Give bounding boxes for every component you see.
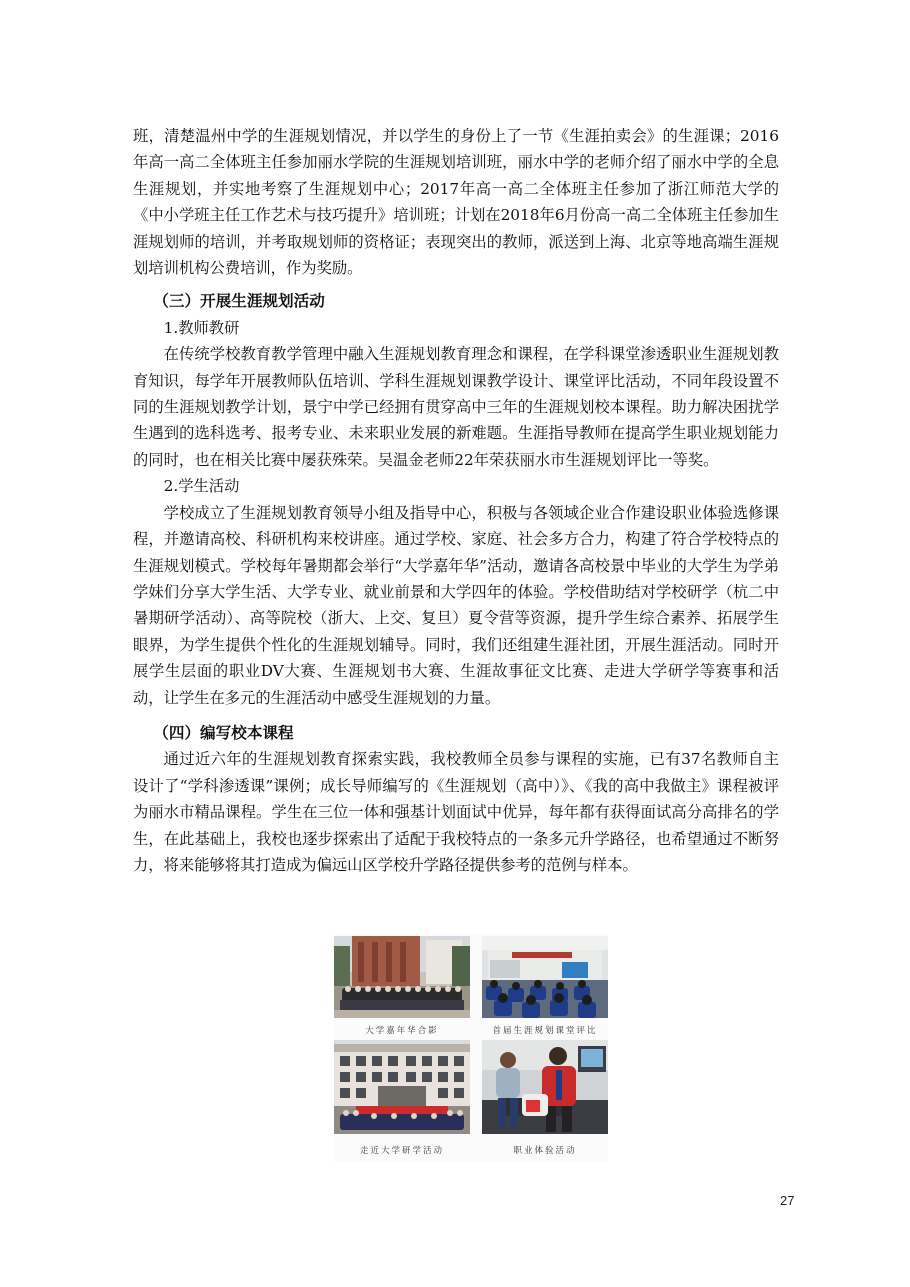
subheading-teacher-research: 1.教师教研 — [163, 318, 240, 337]
photo-collage — [334, 934, 608, 1162]
section-heading-4: （四）编写校本课程 — [153, 723, 294, 742]
paragraph-training-continued: 班，清楚温州中学的生涯规划情况，并以学生的身份上了一节《生涯拍卖会》的生涯课；2016年高一高二全体班主任参加丽水学院的生涯规划培训班，丽水中学的老师介绍了丽水中学的全息生涯规划，并实地考察了生涯规划中心；2017年高一高二全体班主任参加了浙江师范大学的《中小学班主任工作艺术与技巧提升》培训班；计划在2018年6月份高一高二全体班主任参加生涯规划师的培训，并考取规划师的资格证；表现突出的教师，派送到上海、北京等地高端生涯规划培训机构公费培训，作为奖励。 — [133, 127, 779, 278]
paragraph-school-curriculum: 通过近六年的生涯规划教育探索实践，我校教师全员参与课程的实施，已有37名教师自主设计了“学科渗透课”课例；成长导师编写的《生涯规划（高中）》、《我的高中我做主》课程被评为丽水市精品课程。学生在三位一体和强基计划面试中优异，每年都有获得面试高分高排名的学生，在此基础上，我校也逐步探索出了适配于我校特点的一条多元升学路径，也希望通过不断努力，将来能够将其打造成为偏远山区学校升学路径提供参考的范例与样本。 — [133, 750, 779, 874]
subheading-student-activities: 2.学生活动 — [163, 477, 240, 496]
body-text — [133, 123, 779, 878]
photo-career-experience — [482, 1040, 608, 1134]
photo-university-carnival — [334, 936, 470, 1018]
section-heading-3: （三）开展生涯规划活动 — [153, 292, 325, 311]
caption-classroom-competition: 首届生涯规划课堂评比 — [492, 1026, 598, 1036]
paragraph-student-activities: 学校成立了生涯规划教育领导小组及指导中心，积极与各领域企业合作建设职业体验选修课程，并邀请高校、科研机构来校讲座。通过学校、家庭、社会多方合力，构建了符合学校特点的生涯规划模式。学校每年暑期都会举行“大学嘉年华”活动，邀请各高校景中毕业的大学生为学弟学妹们分享大学生活、大学专业、就业前景和大学四年的体验。学校借助结对学校研学（杭二中暑期研学活动）、高等院校（浙大、上交、复旦）夏令营等资源，提升学生综合素养、拓展学生眼界，为学生提供个性化的生涯规划辅导。同时，我们还组建生涯社团，开展生涯活动。同时开展学生层面的职业DV大赛、生涯规划书大赛、生涯故事征文比赛、走进大学研学等赛事和活动，让学生在多元的生涯活动中感受生涯规划的力量。 — [133, 503, 779, 707]
caption-university-study-trip: 走近大学研学活动 — [359, 1146, 444, 1156]
caption-university-carnival: 大学嘉年华合影 — [365, 1026, 439, 1036]
photo-university-study-trip — [334, 1040, 470, 1134]
paragraph-teacher-research: 在传统学校教育教学管理中融入生涯规划教育理念和课程，在学科课堂渗透职业生涯规划教育知识，每学年开展教师队伍培训、学科生涯规划课教学设计、课堂评比活动，不同年段设置不同的生涯规划教学计划，景宁中学已经拥有贯穿高中三年的生涯规划校本课程。助力解决困扰学生遇到的选科选考、报考专业、未来职业发展的新难题。生涯指导教师在提高学生职业规划能力的同时，也在相关比赛中屡获殊荣。吴温金老师22年荣获丽水市生涯规划评比一等奖。 — [133, 345, 779, 469]
page-number: 27 — [780, 1193, 795, 1208]
photo-classroom-competition — [482, 936, 608, 1018]
caption-career-experience: 职业体验活动 — [513, 1146, 577, 1156]
